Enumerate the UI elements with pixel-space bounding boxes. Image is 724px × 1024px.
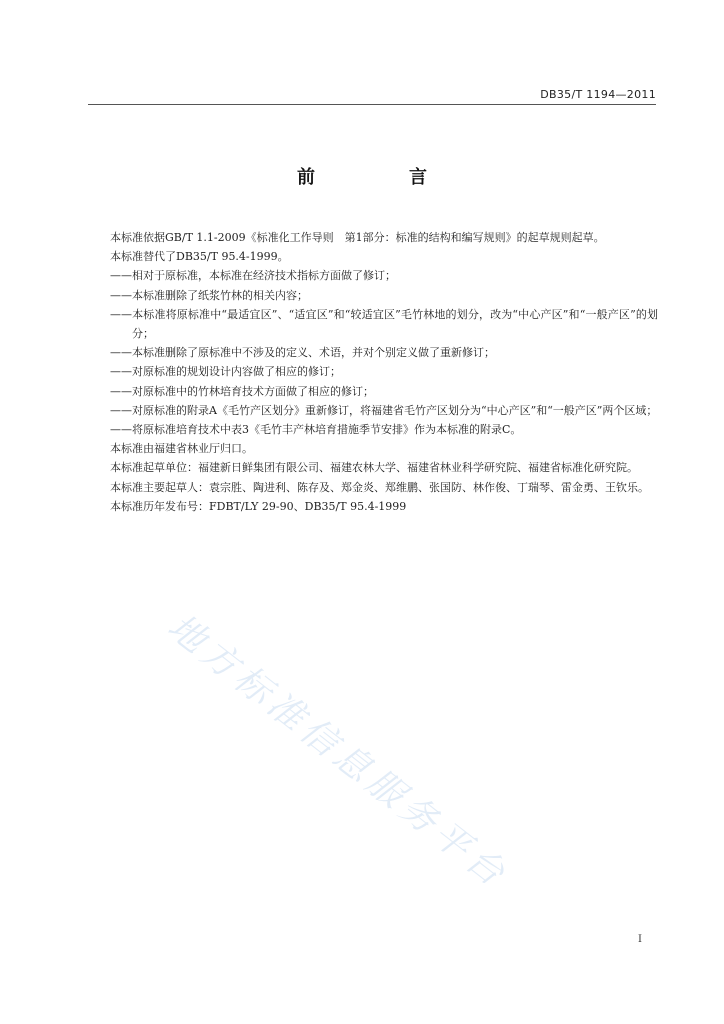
page-title: 前 言 <box>297 167 465 188</box>
dash-item-planning-design: ——对原标准的规划设计内容做了相应的修订； <box>110 365 341 379</box>
dash-item-definitions: ——本标准删除了原标准中不涉及的定义、术语，并对个别定义做了重新修订； <box>110 346 495 360</box>
page-number: I <box>638 934 642 945</box>
watermark: 地方标准信息服务平台 <box>159 606 517 898</box>
dash-item-appendix-c: ——将原标准培育技术中表3《毛竹丰产林培育措施季节安排》作为本标准的附录C。 <box>110 423 522 437</box>
foreword-body <box>88 228 658 516</box>
paragraph-replaces: 本标准替代了DB35/T 95.4-1999。 <box>110 250 289 264</box>
document-code: DB35/T 1194—2011 <box>540 88 656 101</box>
paragraph-drafting-basis: 本标准依据GB/T 1.1-2009《标准化工作导则 第1部分：标准的结构和编写规则》的起草规则起草。 <box>110 231 605 244</box>
dash-item-appendix-a: ——对原标准的附录A《毛竹产区划分》重新修订，将福建省毛竹产区划分为“中心产区”和“一般产区”两个区域； <box>110 403 658 417</box>
header-rule <box>88 104 656 105</box>
dash-item-cultivation-tech: ——对原标准中的竹林培育技术方面做了相应的修订； <box>110 384 374 398</box>
dash-item-region-division: ——本标准将原标准中“最适宜区”、“适宜区”和“较适宜区”毛竹林地的划分，改为“中心产区”和“一般产区”的划分； <box>110 307 658 341</box>
dash-item-pulp-bamboo: ——本标准删除了纸浆竹林的相关内容； <box>110 288 308 302</box>
paragraph-release-history: 本标准历年发布号：FDBT/LY 29-90、DB35/T 95.4-1999 <box>110 499 407 513</box>
dash-item-economic-indicators: ——相对于原标准，本标准在经济技术指标方面做了修订； <box>110 269 396 283</box>
paragraph-drafting-units: 本标准起草单位：福建新日鲜集团有限公司、福建农林大学、福建省林业科学研究院、福建省标准化研究院。 <box>110 461 638 475</box>
paragraph-authority: 本标准由福建省林业厅归口。 <box>110 442 253 456</box>
paragraph-drafters: 本标准主要起草人：袁宗胜、陶进利、陈存及、郑金炎、郑维鹏、张国防、林作俊、丁瑞琴、雷金勇、王钦乐。 <box>110 480 649 494</box>
